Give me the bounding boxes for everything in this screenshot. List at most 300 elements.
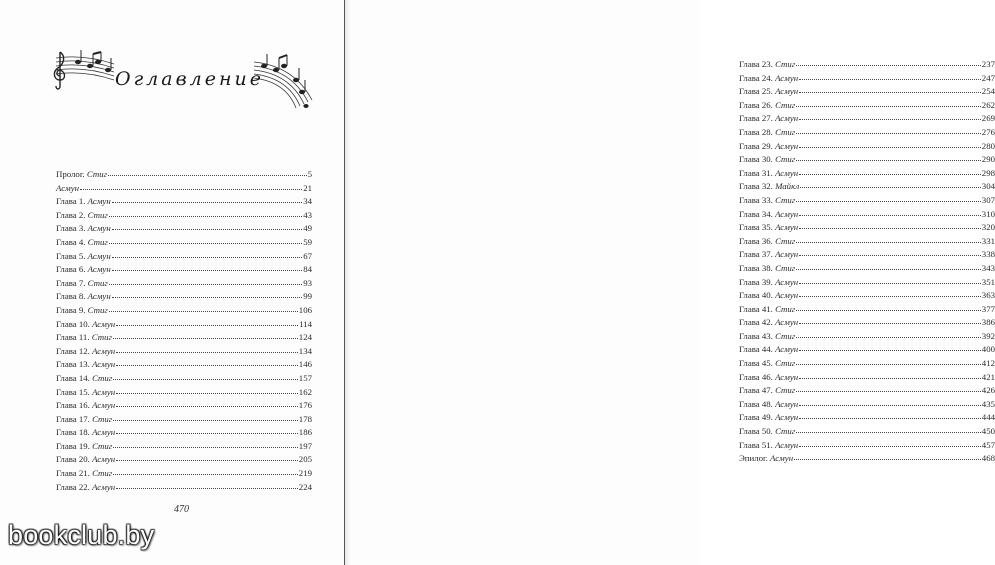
entry-label <box>739 452 793 466</box>
chapter-label: Глава 49. <box>739 412 776 423</box>
entry-label <box>739 276 798 290</box>
page-ref: 67 <box>303 250 312 261</box>
entry-label <box>739 303 795 317</box>
dot-leader <box>800 179 981 188</box>
entry-label <box>56 250 111 264</box>
toc-entry[interactable] <box>739 452 995 466</box>
dot-leader <box>112 262 303 271</box>
right-page <box>351 0 995 565</box>
chapter-label: Глава 41. <box>739 303 776 314</box>
narrator-name: Асмун <box>775 398 799 409</box>
dot-leader <box>799 438 981 447</box>
narrator-name: Стиг <box>87 277 108 288</box>
entry-label <box>739 221 798 235</box>
page-ref: 43 <box>303 209 312 220</box>
entry-label <box>56 236 108 250</box>
page-ref: 320 <box>981 222 995 233</box>
chapter-label: Глава 35. <box>739 222 776 233</box>
toc-entry[interactable] <box>739 330 995 344</box>
page-ref: 457 <box>981 439 995 450</box>
dot-leader <box>796 302 981 311</box>
dot-leader <box>796 234 981 243</box>
toc-entry[interactable] <box>56 290 312 304</box>
chapter-label: Глава 43. <box>739 330 776 341</box>
entry-label <box>739 126 795 140</box>
entry-label <box>739 330 795 344</box>
toc-entry[interactable] <box>56 481 312 495</box>
chapter-label: Глава 33. <box>739 194 776 205</box>
entry-label <box>739 235 795 249</box>
toc-entry[interactable] <box>739 248 995 262</box>
narrator-name: Асмун <box>775 439 799 450</box>
chapter-label: Глава 3. <box>56 223 88 234</box>
entry-label <box>739 411 798 425</box>
dot-leader <box>796 57 981 66</box>
toc-entry[interactable] <box>739 153 995 167</box>
entry-label <box>739 72 798 86</box>
narrator-name: Асмун <box>770 453 794 464</box>
toc-entry[interactable] <box>56 453 312 467</box>
chapter-label: Глава 22. <box>56 481 93 492</box>
chapter-label: Глава 7. <box>56 277 88 288</box>
narrator-name: Асмун <box>775 208 799 219</box>
entry-label <box>56 304 108 318</box>
page-ref: 351 <box>981 276 995 287</box>
toc-entry[interactable] <box>739 99 995 113</box>
narrator-name: Асмун <box>87 196 111 207</box>
toc-entry[interactable] <box>739 357 995 371</box>
page-ref: 134 <box>298 345 312 356</box>
chapter-label: Глава 28. <box>739 126 776 137</box>
chapter-label: Глава 27. <box>739 113 776 124</box>
entry-label <box>739 425 795 439</box>
toc-entry[interactable] <box>739 439 995 453</box>
entry-label <box>739 398 798 412</box>
dot-leader <box>796 424 981 433</box>
chapter-label: Глава 39. <box>739 276 776 287</box>
left-page <box>0 0 344 565</box>
narrator-name: Стиг <box>87 304 108 315</box>
narrator-name: Стиг <box>775 358 796 369</box>
narrator-name: Стиг <box>775 330 796 341</box>
entry-label <box>739 153 795 167</box>
dot-leader <box>799 315 981 324</box>
entry-label <box>56 182 79 196</box>
toc-list-right <box>739 58 995 466</box>
narrator-name: Стиг <box>775 303 796 314</box>
toc-entry[interactable] <box>739 221 995 235</box>
toc-entry[interactable] <box>739 235 995 249</box>
narrator-name: Асмун <box>56 182 80 193</box>
dot-leader <box>796 98 981 107</box>
chapter-label: Глава 18. <box>56 427 93 438</box>
entry-label <box>56 440 112 454</box>
toc-entry[interactable] <box>739 398 995 412</box>
chapter-label: Глава 12. <box>56 345 93 356</box>
entry-label <box>56 453 115 467</box>
page-ref: 435 <box>981 398 995 409</box>
chapter-label: Глава 2. <box>56 209 88 220</box>
narrator-name: Стиг <box>775 385 796 396</box>
page-ref: 290 <box>981 154 995 165</box>
page-ref: 310 <box>981 208 995 219</box>
dot-leader <box>796 383 981 392</box>
chapter-label: Глава 11. <box>56 332 92 343</box>
toc-entry[interactable] <box>56 182 312 196</box>
entry-label <box>739 262 795 276</box>
entry-label <box>56 467 112 481</box>
dot-leader <box>109 235 302 244</box>
narrator-name: Стиг <box>87 209 108 220</box>
toc-entry[interactable] <box>56 413 312 427</box>
page-number: 470 <box>174 504 189 515</box>
chapter-label: Глава 36. <box>739 235 776 246</box>
chapter-label: Глава 1. <box>56 196 88 207</box>
narrator-name: Асмун <box>92 359 116 370</box>
chapter-label: Глава 38. <box>739 262 776 273</box>
narrator-name: Стиг <box>86 169 108 179</box>
chapter-label: Глава 20. <box>56 454 93 465</box>
toc-entry[interactable] <box>739 126 995 140</box>
dot-leader <box>80 181 302 190</box>
entry-label <box>56 263 111 277</box>
page-ref: 114 <box>299 318 312 329</box>
toc-entry[interactable] <box>739 58 995 72</box>
entry-label <box>739 167 798 181</box>
toc-entry[interactable] <box>56 399 312 413</box>
entry-label <box>739 439 798 453</box>
page-ref: 106 <box>298 304 312 315</box>
toc-entry[interactable] <box>739 343 995 357</box>
dot-leader <box>116 425 298 434</box>
entry-label <box>56 168 107 182</box>
page-ref: 254 <box>981 86 995 97</box>
toc-entry[interactable] <box>56 467 312 481</box>
page-ref: 444 <box>981 412 995 423</box>
toc-entry[interactable] <box>56 358 312 372</box>
entry-label <box>739 99 795 113</box>
page-ref: 21 <box>303 182 312 193</box>
chapter-label: Глава 8. <box>56 291 88 302</box>
toc-entry[interactable] <box>739 384 995 398</box>
page-ref: 146 <box>298 359 312 370</box>
chapter-label: Глава 51. <box>739 439 776 450</box>
dot-leader <box>108 167 307 176</box>
chapter-label: Глава 6. <box>56 264 88 275</box>
page-ref: 269 <box>981 113 995 124</box>
toc-entry[interactable] <box>56 426 312 440</box>
chapter-label: Глава 47. <box>739 385 776 396</box>
entry-label <box>56 318 115 332</box>
page-ref: 331 <box>981 235 995 246</box>
narrator-name: Асмун <box>87 223 111 234</box>
entry-label <box>56 195 111 209</box>
chapter-label: Глава 25. <box>739 86 776 97</box>
dot-leader <box>116 480 298 489</box>
entry-label <box>739 112 798 126</box>
narrator-name: Асмун <box>87 291 111 302</box>
narrator-name: Асмун <box>775 290 799 301</box>
narrator-name: Асмун <box>92 454 116 465</box>
page-ref: 386 <box>981 317 995 328</box>
dot-leader <box>109 276 302 285</box>
entry-label <box>739 316 798 330</box>
toc-entry[interactable] <box>739 180 995 194</box>
chapter-label: Глава 21. <box>56 468 93 479</box>
chapter-label: Глава 31. <box>739 167 776 178</box>
page-ref: 176 <box>298 400 312 411</box>
page-ref: 450 <box>981 426 995 437</box>
narrator-name: Стиг <box>775 235 796 246</box>
chapter-label: Глава 29. <box>739 140 776 151</box>
narrator-name: Стиг <box>775 126 796 137</box>
narrator-name: Асмун <box>92 318 116 329</box>
dot-leader <box>796 261 981 270</box>
entry-label <box>739 208 798 222</box>
dot-leader <box>799 139 981 148</box>
entry-label <box>56 386 115 400</box>
page-ref: 247 <box>981 72 995 83</box>
page-ref: 205 <box>298 454 312 465</box>
page-ref: 157 <box>298 372 312 383</box>
entry-label <box>739 180 799 194</box>
entry-label <box>739 357 795 371</box>
dot-leader <box>796 152 981 161</box>
chapter-label: Глава 5. <box>56 250 88 261</box>
page-ref: 298 <box>981 167 995 178</box>
narrator-name: Стиг <box>92 372 113 383</box>
entry-label <box>56 277 108 291</box>
toc-entry[interactable] <box>739 371 995 385</box>
toc-entry[interactable] <box>739 316 995 330</box>
toc-entry[interactable] <box>739 303 995 317</box>
page-ref: 412 <box>981 358 995 369</box>
entry-label <box>56 399 115 413</box>
page-ref: 197 <box>298 440 312 451</box>
toc-entry[interactable] <box>739 411 995 425</box>
narrator-name: Стиг <box>775 154 796 165</box>
toc-entry[interactable] <box>56 345 312 359</box>
toc-entry[interactable] <box>56 440 312 454</box>
narrator-name: Стиг <box>775 194 796 205</box>
chapter-label: Пролог. <box>56 169 87 179</box>
narrator-name: Асмун <box>775 167 799 178</box>
page-ref: 237 <box>981 59 995 69</box>
narrator-name: Стиг <box>775 99 796 110</box>
chapter-label: Глава 37. <box>739 249 776 260</box>
toc-entry[interactable] <box>739 140 995 154</box>
dot-leader <box>799 275 981 284</box>
toc-entry[interactable] <box>56 331 312 345</box>
dot-leader <box>799 410 981 419</box>
narrator-name: Стиг <box>92 413 113 424</box>
narrator-name: Асмун <box>775 249 799 260</box>
dot-leader <box>116 317 298 326</box>
page-ref: 84 <box>303 264 312 275</box>
dot-leader <box>799 397 981 406</box>
page-ref: 468 <box>981 453 995 464</box>
chapter-label: Глава 50. <box>739 426 776 437</box>
toc-entry[interactable] <box>56 372 312 386</box>
page-ref: 5 <box>307 169 312 179</box>
dot-leader <box>799 342 981 351</box>
dot-leader <box>112 289 303 298</box>
dot-leader <box>799 166 981 175</box>
chapter-label: Глава 26. <box>739 99 776 110</box>
entry-label <box>739 371 798 385</box>
toc-entry[interactable] <box>739 72 995 86</box>
toc-entry[interactable] <box>56 195 312 209</box>
chapter-label: Глава 45. <box>739 358 776 369</box>
dot-leader <box>109 208 302 217</box>
toc-entry[interactable] <box>739 289 995 303</box>
chapter-label: Глава 14. <box>56 372 93 383</box>
page-ref: 307 <box>981 194 995 205</box>
toc-entry[interactable] <box>56 277 312 291</box>
narrator-name: Асмун <box>92 400 116 411</box>
entry-label <box>739 248 798 262</box>
page-ref: 93 <box>303 277 312 288</box>
narrator-name: Асмун <box>775 140 799 151</box>
chapter-label: Глава 30. <box>739 154 776 165</box>
narrator-name: Асмун <box>87 250 111 261</box>
entry-label <box>56 481 115 495</box>
narrator-name: Стиг <box>87 236 108 247</box>
chapter-label: Глава 23. <box>739 59 776 69</box>
page-ref: 49 <box>303 223 312 234</box>
chapter-label: Глава 4. <box>56 236 88 247</box>
entry-label <box>739 85 798 99</box>
page-ref: 377 <box>981 303 995 314</box>
dot-leader <box>799 84 981 93</box>
chapter-label: Глава 40. <box>739 290 776 301</box>
dot-leader <box>799 111 981 120</box>
chapter-label: Глава 10. <box>56 318 93 329</box>
toc-entry[interactable] <box>739 85 995 99</box>
page-ref: 304 <box>981 181 995 192</box>
dot-leader <box>113 439 298 448</box>
entry-label <box>739 194 795 208</box>
dot-leader <box>799 71 981 80</box>
toc-entry[interactable] <box>739 112 995 126</box>
chapter-label: Глава 42. <box>739 317 776 328</box>
entry-label <box>739 289 798 303</box>
narrator-name: Асмун <box>775 72 799 83</box>
narrator-name: Стиг <box>91 332 112 343</box>
dot-leader <box>113 330 298 339</box>
entry-label <box>56 331 112 345</box>
page-ref: 343 <box>981 262 995 273</box>
toc-entry[interactable] <box>56 236 312 250</box>
narrator-name: Асмун <box>775 412 799 423</box>
toc-entry[interactable] <box>56 222 312 236</box>
chapter-label: Глава 32. <box>739 181 776 192</box>
dot-leader <box>113 466 298 475</box>
page-ref: 421 <box>981 371 995 382</box>
dot-leader <box>116 385 298 394</box>
treble-clef-icon <box>54 52 64 89</box>
chapter-label: Глава 19. <box>56 440 93 451</box>
dot-leader <box>796 125 981 134</box>
page-ref: 262 <box>981 99 995 110</box>
narrator-name: Асмун <box>775 113 799 124</box>
dot-leader <box>796 356 981 365</box>
entry-label <box>739 343 798 357</box>
narrator-name: Асмун <box>775 86 799 97</box>
narrator-name: Асмун <box>775 276 799 287</box>
dot-leader <box>116 357 298 366</box>
dot-leader <box>112 249 303 258</box>
entry-label <box>56 222 111 236</box>
narrator-name: Стиг <box>775 59 796 69</box>
entry-label <box>739 384 795 398</box>
narrator-name: Стиг <box>92 468 113 479</box>
watermark: bookclub.by <box>8 520 155 550</box>
dot-leader <box>799 288 981 297</box>
entry-label <box>56 372 112 386</box>
toc-list-left <box>56 168 312 494</box>
page-ref: 162 <box>298 386 312 397</box>
toc-entry[interactable] <box>56 250 312 264</box>
narrator-name: Асмун <box>92 481 116 492</box>
toc-entry[interactable] <box>56 304 312 318</box>
dot-leader <box>112 194 303 203</box>
page-ref: 34 <box>303 196 312 207</box>
dot-leader <box>796 329 981 338</box>
toc-entry[interactable] <box>739 194 995 208</box>
toc-heading: Оглавление <box>115 68 265 90</box>
toc-entry[interactable] <box>739 167 995 181</box>
toc-entry[interactable] <box>56 318 312 332</box>
toc-entry[interactable] <box>56 386 312 400</box>
entry-label <box>56 209 108 223</box>
dot-leader <box>799 220 981 229</box>
toc-entry[interactable] <box>739 425 995 439</box>
toc-entry[interactable] <box>739 262 995 276</box>
chapter-label: Глава 34. <box>739 208 776 219</box>
entry-label <box>739 58 795 72</box>
page-ref: 178 <box>298 413 312 424</box>
page-ref: 186 <box>298 427 312 438</box>
narrator-name: Асмун <box>92 386 116 397</box>
entry-label <box>56 358 115 372</box>
entry-label <box>56 345 115 359</box>
toc-entry[interactable] <box>739 276 995 290</box>
dot-leader <box>112 221 303 230</box>
page-ref: 224 <box>298 481 312 492</box>
toc-entry[interactable] <box>739 208 995 222</box>
page-ref: 392 <box>981 330 995 341</box>
page-ref: 276 <box>981 126 995 137</box>
chapter-label: Глава 48. <box>739 398 776 409</box>
narrator-name: Асмун <box>87 264 111 275</box>
page-ref: 59 <box>303 236 312 247</box>
narrator-name: Асмун <box>775 371 799 382</box>
page-ref: 219 <box>298 468 312 479</box>
toc-entry[interactable] <box>56 209 312 223</box>
chapter-label: Глава 16. <box>56 400 93 411</box>
dot-leader <box>116 452 298 461</box>
narrator-name: Асмун <box>775 222 799 233</box>
dot-leader <box>113 371 298 380</box>
toc-entry[interactable] <box>56 263 312 277</box>
page-ref: 280 <box>981 140 995 151</box>
narrator-name: Асмун <box>92 345 116 356</box>
toc-entry[interactable] <box>56 168 312 182</box>
chapter-label: Глава 9. <box>56 304 88 315</box>
chapter-label: Глава 24. <box>739 72 776 83</box>
dot-leader <box>116 344 298 353</box>
